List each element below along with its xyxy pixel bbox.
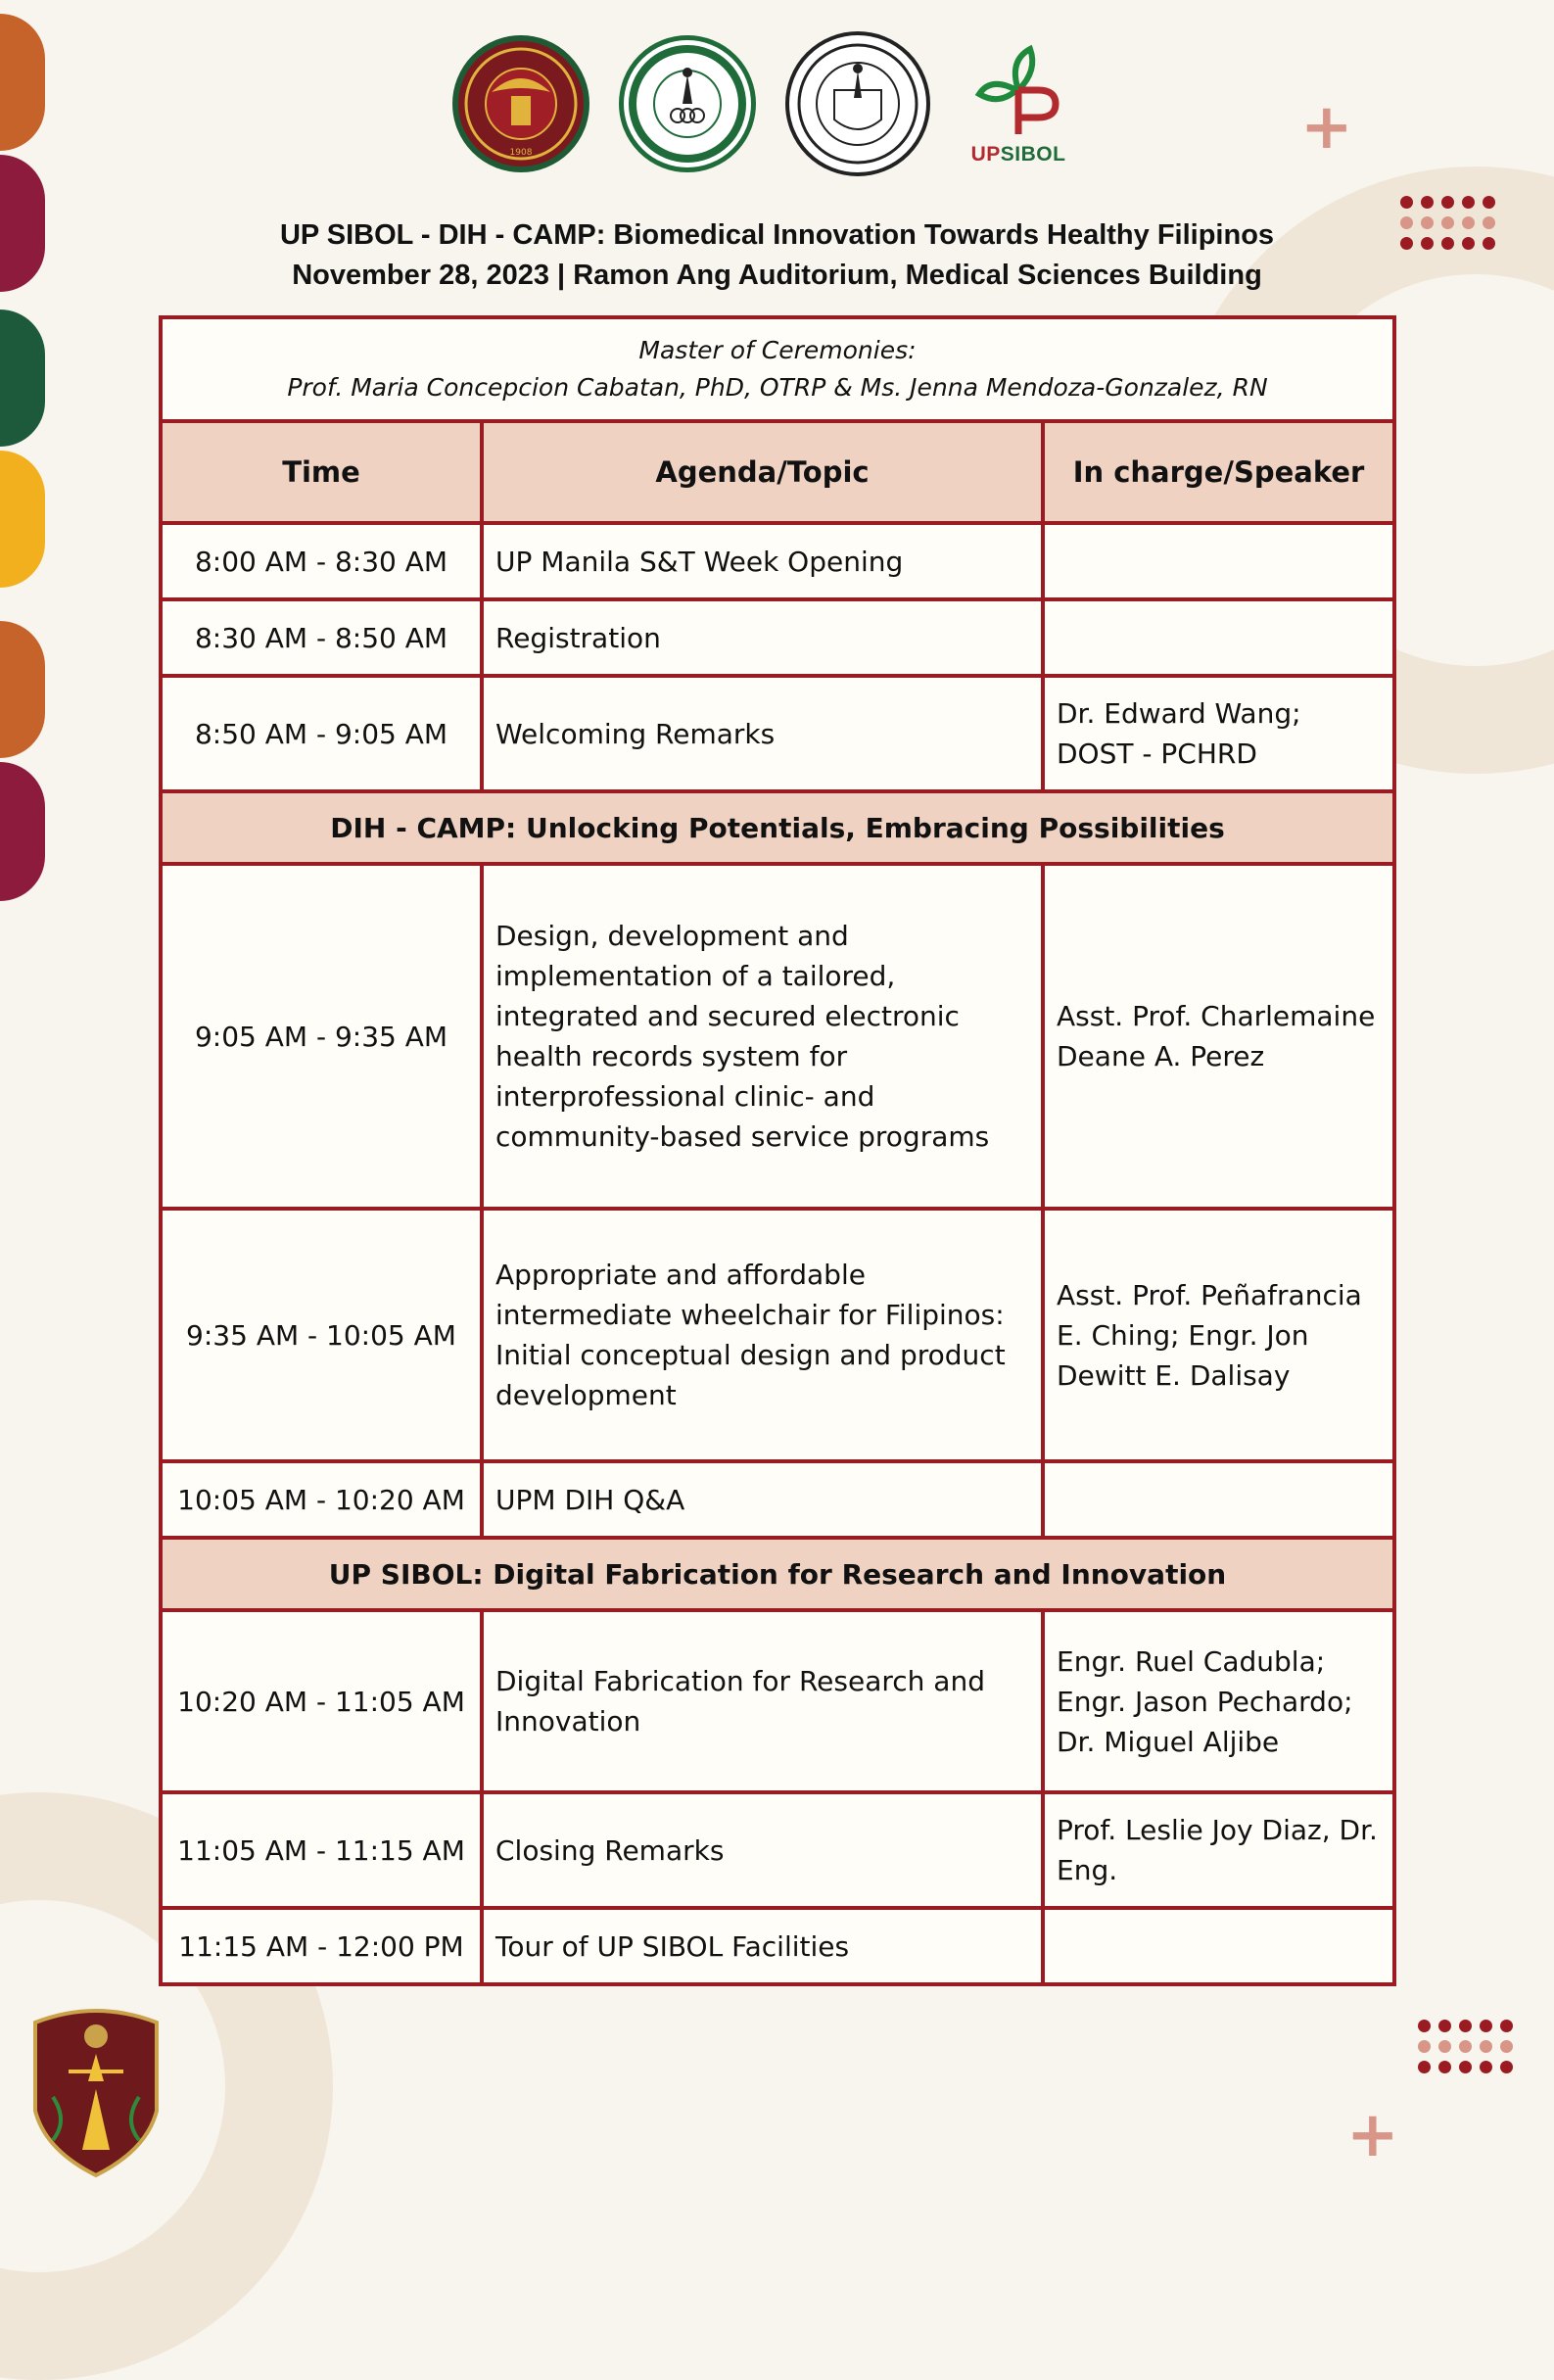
schedule-table <box>159 315 1396 1986</box>
agenda-cell: UPM DIH Q&A <box>482 1461 1043 1538</box>
speaker-cell: Dr. Edward Wang; DOST - PCHRD <box>1043 676 1394 791</box>
decor-dot-grid-bottom <box>1418 2020 1513 2073</box>
agenda-cell: Tour of UP SIBOL Facilities <box>482 1908 1043 1984</box>
speaker-cell <box>1043 1908 1394 1984</box>
agenda-cell: Appropriate and affordable intermediate wheelchair for Filipinos: Initial conceptual design and product development <box>482 1209 1043 1461</box>
table-row <box>161 676 1394 791</box>
table-row <box>161 1209 1394 1461</box>
section-row <box>161 791 1394 864</box>
event-title: UP SIBOL - DIH - CAMP: Biomedical Innovation Towards Healthy Filipinos <box>279 219 1275 251</box>
column-header-agenda: Agenda/Topic <box>482 421 1043 523</box>
up-seal-icon <box>462 45 580 163</box>
up-seal-logo <box>452 35 589 172</box>
table-row <box>161 864 1394 1209</box>
mc-label: Master of Ceremonies: <box>638 336 917 364</box>
agenda-cell: Registration <box>482 599 1043 676</box>
agenda-cell: Design, development and implementation of a tailored, integrated and secured electronic health records system for interprofessional clinic- and community-based service programs <box>482 864 1043 1209</box>
decor-pill-green <box>0 309 45 447</box>
agenda-cell: Digital Fabrication for Research and Innovation <box>482 1610 1043 1792</box>
sibol-sprout-icon <box>969 41 1067 139</box>
column-header-time: Time <box>161 421 482 523</box>
decor-pill-orange-2 <box>0 621 45 758</box>
mc-cell <box>161 317 1394 421</box>
sibol-wordmark-sibol: SIBOL <box>1000 143 1066 166</box>
medicine-seal-icon <box>629 45 746 163</box>
time-cell: 8:50 AM - 9:05 AM <box>161 676 482 791</box>
speaker-cell <box>1043 599 1394 676</box>
decor-plus-icon: + <box>1300 91 1353 164</box>
college-medicine-seal-logo <box>619 35 756 172</box>
speaker-cell: Engr. Ruel Cadubla; Engr. Jason Pechardo; Dr. Miguel Aljibe <box>1043 1610 1394 1792</box>
decor-pill-gold <box>0 451 45 588</box>
decor-pill-maroon-2 <box>0 762 45 901</box>
decor-pill-maroon <box>0 155 45 292</box>
decor-dot-grid <box>1400 196 1495 250</box>
column-header-speaker: In charge/Speaker <box>1043 421 1394 523</box>
college-shield-icon <box>29 2003 163 2179</box>
table-row <box>161 1461 1394 1538</box>
event-header <box>157 215 1397 296</box>
time-cell: 11:05 AM - 11:15 AM <box>161 1792 482 1908</box>
table-row <box>161 523 1394 599</box>
time-cell: 8:00 AM - 8:30 AM <box>161 523 482 599</box>
speaker-cell: Prof. Leslie Joy Diaz, Dr. Eng. <box>1043 1792 1394 1908</box>
logo-row <box>452 31 1077 176</box>
sibol-wordmark <box>971 143 1066 167</box>
time-cell: 8:30 AM - 8:50 AM <box>161 599 482 676</box>
table-row <box>161 1792 1394 1908</box>
time-cell: 10:20 AM - 11:05 AM <box>161 1610 482 1792</box>
up-sibol-logo <box>960 41 1077 167</box>
time-cell: 9:35 AM - 10:05 AM <box>161 1209 482 1461</box>
mc-names: Prof. Maria Concepcion Cabatan, PhD, OTRP & Ms. Jenna Mendoza-Gonzalez, RN <box>287 373 1268 402</box>
allied-seal-icon <box>795 41 920 167</box>
time-cell: 10:05 AM - 10:20 AM <box>161 1461 482 1538</box>
agenda-cell: UP Manila S&T Week Opening <box>482 523 1043 599</box>
time-cell: 11:15 AM - 12:00 PM <box>161 1908 482 1984</box>
speaker-cell <box>1043 523 1394 599</box>
speaker-cell <box>1043 1461 1394 1538</box>
decor-plus-icon-bottom: + <box>1346 2099 1399 2171</box>
allied-medical-seal-logo <box>785 31 930 176</box>
speaker-cell: Asst. Prof. Peñafrancia E. Ching; Engr. Jon Dewitt E. Dalisay <box>1043 1209 1394 1461</box>
speaker-cell: Asst. Prof. Charlemaine Deane A. Perez <box>1043 864 1394 1209</box>
table-row <box>161 599 1394 676</box>
section-row <box>161 1538 1394 1610</box>
section-title: DIH - CAMP: Unlocking Potentials, Embracing Possibilities <box>161 791 1394 864</box>
agenda-cell: Closing Remarks <box>482 1792 1043 1908</box>
event-subtitle: November 28, 2023 | Ramon Ang Auditorium, Medical Sciences Building <box>292 260 1262 291</box>
table-header-row <box>161 421 1394 523</box>
svg-text:1908: 1908 <box>509 148 533 158</box>
section-title: UP SIBOL: Digital Fabrication for Research and Innovation <box>161 1538 1394 1610</box>
decor-pill-orange <box>0 14 45 151</box>
sibol-wordmark-up: UP <box>970 143 1001 166</box>
mc-row <box>161 317 1394 421</box>
agenda-cell: Welcoming Remarks <box>482 676 1043 791</box>
table-row <box>161 1610 1394 1792</box>
table-row <box>161 1908 1394 1984</box>
time-cell: 9:05 AM - 9:35 AM <box>161 864 482 1209</box>
